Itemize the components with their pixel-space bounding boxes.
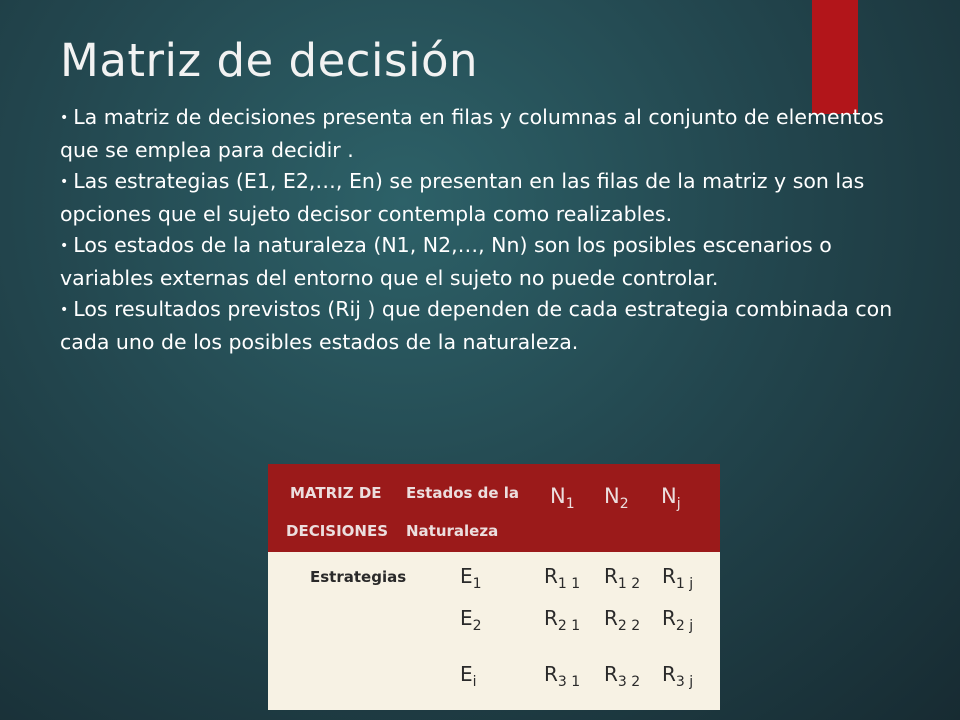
col-head-n1: $N_1$ xyxy=(550,484,575,512)
accent-bar xyxy=(812,0,858,114)
row-label-strategies: Estrategias xyxy=(310,568,407,586)
bullet-dot-icon: • xyxy=(60,174,69,190)
bullet-text: Los resultados previstos (Rij ) que dependen de cada estrategia combinada con cada uno de los posibles estados de la naturaleza. xyxy=(60,297,893,354)
bullet-dot-icon: • xyxy=(60,302,69,318)
strategy-ei: $E_i$ xyxy=(460,662,477,690)
bullet-item xyxy=(60,230,920,294)
bullet-list xyxy=(60,102,920,358)
strategy-e1: $E_1$ xyxy=(460,564,482,592)
corner-label-line1: MATRIZ DE xyxy=(290,484,382,502)
result-cell: $R_{3 j}$ xyxy=(662,662,694,690)
bullet-text: Los estados de la naturaleza (N1, N2,…, Nn) son los posibles escenarios o variables externas del entorno que el sujeto no puede controlar. xyxy=(60,233,832,290)
col-head-n2: $N_2$ xyxy=(604,484,629,512)
col-head-nj: $N_j$ xyxy=(661,484,681,512)
result-cell: $R_{2 j}$ xyxy=(662,606,694,634)
bullet-item xyxy=(60,102,920,166)
states-label-line2: Naturaleza xyxy=(406,522,499,540)
result-cell: $R_{3 2}$ xyxy=(604,662,641,690)
strategy-e2: $E_2$ xyxy=(460,606,482,634)
states-label-line1: Estados de la xyxy=(406,484,520,502)
slide-title: Matriz de decisión xyxy=(60,34,479,87)
bullet-text: La matriz de decisiones presenta en filas y columnas al conjunto de elementos que se emplea para decidir . xyxy=(60,105,884,162)
decision-matrix-image xyxy=(268,464,720,710)
bullet-dot-icon: • xyxy=(60,110,69,126)
bullet-dot-icon: • xyxy=(60,238,69,254)
bullet-text: Las estrategias (E1, E2,…, En) se presentan en las filas de la matriz y son las opciones que el sujeto decisor contempla como realizables. xyxy=(60,169,865,226)
result-cell: $R_{1 1}$ xyxy=(544,564,581,592)
bullet-item xyxy=(60,166,920,230)
result-cell: $R_{1 j}$ xyxy=(662,564,694,592)
result-cell: $R_{2 1}$ xyxy=(544,606,581,634)
result-cell: $R_{2 2}$ xyxy=(604,606,641,634)
corner-label-line2: DECISIONES xyxy=(286,522,389,540)
result-cell: $R_{3 1}$ xyxy=(544,662,581,690)
result-cell: $R_{1 2}$ xyxy=(604,564,641,592)
bullet-item xyxy=(60,294,920,358)
